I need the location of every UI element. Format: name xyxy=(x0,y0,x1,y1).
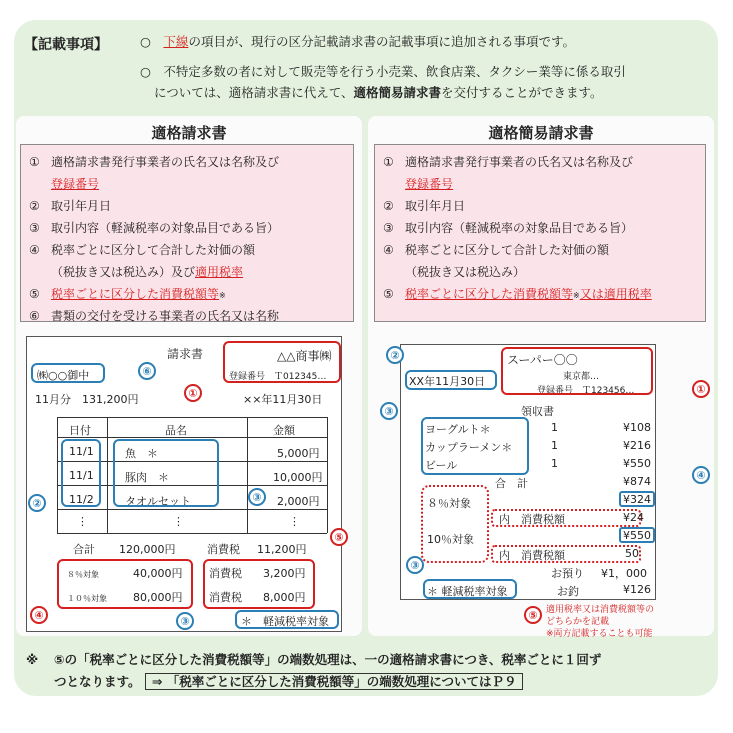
req-item: ④ 税率ごとに区分して合計した対価の額 xyxy=(383,243,610,257)
seller-name: △△商事㈱ xyxy=(277,349,332,363)
tax10-value: 50 xyxy=(625,547,639,560)
qualified-invoice-requirements xyxy=(20,144,354,322)
rate10-value-highlight xyxy=(619,527,655,543)
total-label: 合 計 xyxy=(495,477,528,490)
footnote-mark: ※ xyxy=(26,652,39,667)
buyer-name: ㈱○○御中 xyxy=(37,369,90,382)
annotation-line-1: 適用税率又は消費税額等の xyxy=(546,605,655,615)
buyer-highlight xyxy=(31,363,105,383)
tax8-label: 内 消費税額 xyxy=(499,513,565,526)
tax-value: 11,200円 xyxy=(257,543,307,556)
req-item: ③ 取引内容（軽減税率の対象品目である旨） xyxy=(383,221,634,235)
reduced-note-highlight xyxy=(235,610,339,629)
marker-4: ④ xyxy=(30,606,48,624)
total-label: 合計 xyxy=(73,543,95,556)
invoice-title: 請求書 xyxy=(167,347,204,361)
req-item-registration-number: 登録番号 xyxy=(405,177,454,191)
store-address: 東京都… xyxy=(563,372,600,382)
marker-5: ⑤ xyxy=(330,528,348,546)
req-item: ② 取引年月日 xyxy=(29,199,112,213)
receipt-date: XX年11月30日 xyxy=(409,375,486,388)
marker-3: ③ xyxy=(380,402,398,420)
rate8-value-highlight xyxy=(619,491,655,507)
sample-receipt: スーパー〇〇 東京都… 登録番号 Ｔ123456… XX年11月30日 領収書 ヨーグルト＊ 1 ¥108 カップラーメン＊ 1 ¥216 ビール 1 ¥550 合 計 ¥874 ８％対象 10％対象 ¥324 ¥550 内 消費税額 ¥24 内 消費税額 50 ＊ 軽減税率対象 お預り ¥1，000 お釣 ¥126 xyxy=(400,344,656,600)
rate8-label: ８％対象 xyxy=(67,570,99,579)
tax8-value: 3,200円 xyxy=(263,567,306,580)
period-amount: 11月分 131,200円 xyxy=(35,393,139,406)
store-highlight xyxy=(501,347,653,395)
req-item: ③ 取引内容（軽減税率の対象品目である旨） xyxy=(29,221,280,235)
annotation-line-2: どちらかを記載 xyxy=(546,617,610,627)
req-item: ① 適格請求書発行事業者の氏名又は名称及び xyxy=(29,155,280,169)
items-highlight xyxy=(421,417,529,475)
store-name: スーパー〇〇 xyxy=(507,353,578,367)
date-highlight xyxy=(405,370,497,390)
req-item: ⑥ 書類の交付を受ける事業者の氏名又は名称 xyxy=(29,309,280,323)
marker-3: ③ xyxy=(176,612,194,630)
page-reference: ⇒ 「税率ごとに区分した消費税額等」の端数処理についてはＰ９ xyxy=(145,673,524,690)
req-item-registration-number: 登録番号 xyxy=(51,177,100,191)
note-2-line-2: については、適格請求書に代えて、適格簡易請求書を交付することができます。 xyxy=(154,85,603,100)
col-date: 日付 xyxy=(69,424,91,437)
simplified-invoice-title: 適格簡易請求書 xyxy=(488,124,594,142)
footnote-line-2: つとなります。 ⇒ 「税率ごとに区分した消費税額等」の端数処理についてはＰ９ xyxy=(54,672,523,692)
item-highlight xyxy=(113,439,219,507)
req-item: ① 適格請求書発行事業者の氏名又は名称及び xyxy=(383,155,634,169)
rate10-label: １０％対象 xyxy=(67,594,107,603)
rate10-value: 80,000円 xyxy=(133,591,183,604)
rate8-value: 40,000円 xyxy=(133,567,183,580)
marker-6: ⑥ xyxy=(138,362,156,380)
req-item: （税抜き又は税込み）及び適用税率 xyxy=(51,265,244,279)
seller-registration: 登録番号 Ｔ012345… xyxy=(229,372,327,382)
qualified-invoice-title: 適格請求書 xyxy=(151,124,227,142)
marker-4: ④ xyxy=(692,466,710,484)
req-item: ② 取引年月日 xyxy=(383,199,466,213)
col-item: 品名 xyxy=(165,424,187,437)
marker-3: ③ xyxy=(248,488,266,506)
seller-highlight xyxy=(223,341,341,383)
reduced-rate-note: ＊ 軽減税率対象 xyxy=(427,585,508,598)
footnote-line-1: ⑤の「税率ごとに区分した消費税額等」の端数処理は、一の適格請求書につき、税率ごとに１回ず xyxy=(54,652,602,667)
tax8-label: 消費税 xyxy=(209,567,242,580)
rate8-value: ¥324 xyxy=(623,493,651,506)
sample-invoice: 請求書 △△商事㈱ 登録番号 Ｔ012345… ㈱○○御中 11月分 131,200円 ××年11月30日 日付 品名 金額 11/1 魚 ＊ 5,000円 11/1 豚肉 ＊ 10,000円 11/2 タオルセット 2,000円 ⋮ ⋮ ⋮ 合計 120,000円 消費税 11,200円 ８％対象 40,000円 １０％対象 80,000円 消費税 3,200円 消費税 8,000円 ＊ 軽減税率対象 xyxy=(26,336,342,632)
total-value: ¥874 xyxy=(623,475,651,488)
annotation-line-3: ※両方記載することも可能 xyxy=(546,629,653,639)
total-value: 120,000円 xyxy=(119,543,176,556)
note-2-line-1: ○ 不特定多数の者に対して販売等を行う小売業、飲食店業、タクシー業等に係る取引 xyxy=(140,64,626,79)
change-label: お釣 xyxy=(557,585,579,598)
tax-label: 消費税 xyxy=(207,543,240,556)
rate10-value: ¥550 xyxy=(623,529,651,542)
change-value: ¥126 xyxy=(623,583,651,596)
store-registration: 登録番号 Ｔ123456… xyxy=(537,386,635,396)
tax8-value: ¥24 xyxy=(623,511,644,524)
marker-5: ⑤ xyxy=(524,606,542,624)
date-highlight xyxy=(61,439,101,507)
col-amount: 金額 xyxy=(273,424,295,437)
paid-label: お預り xyxy=(551,567,584,580)
marker-2: ② xyxy=(28,494,46,512)
section-label: 【記載事項】 xyxy=(24,37,108,53)
req-item: ⑤ 税率ごとに区分した消費税額等※又は適用税率 xyxy=(383,287,652,301)
req-item: ④ 税率ごとに区分して合計した対価の額 xyxy=(29,243,256,257)
tax10-label: 内 消費税額 xyxy=(499,549,565,562)
req-item: ⑤ 税率ごとに区分した消費税額等※ xyxy=(29,287,226,301)
marker-2: ② xyxy=(386,346,404,364)
reduced-rate-note: ＊ 軽減税率対象 xyxy=(241,615,329,628)
reduced-note-highlight xyxy=(423,579,517,599)
receipt-title: 領収書 xyxy=(521,405,554,418)
marker-1: ① xyxy=(184,384,202,402)
tax10-value: 8,000円 xyxy=(263,591,306,604)
simplified-invoice-requirements xyxy=(374,144,706,322)
paid-value: ¥1，000 xyxy=(601,567,647,580)
marker-1: ① xyxy=(692,380,710,398)
rate8-label: ８％対象 xyxy=(427,497,471,510)
invoice-date: ××年11月30日 xyxy=(243,393,323,406)
req-item: （税抜き又は税込み） xyxy=(405,265,526,279)
rate10-label: 10％対象 xyxy=(427,533,474,546)
tax10-label: 消費税 xyxy=(209,591,242,604)
marker-3: ③ xyxy=(406,556,424,574)
note-1: ○ 下線の項目が、現行の区分記載請求書の記載事項に追加される事項です。 xyxy=(140,34,575,49)
